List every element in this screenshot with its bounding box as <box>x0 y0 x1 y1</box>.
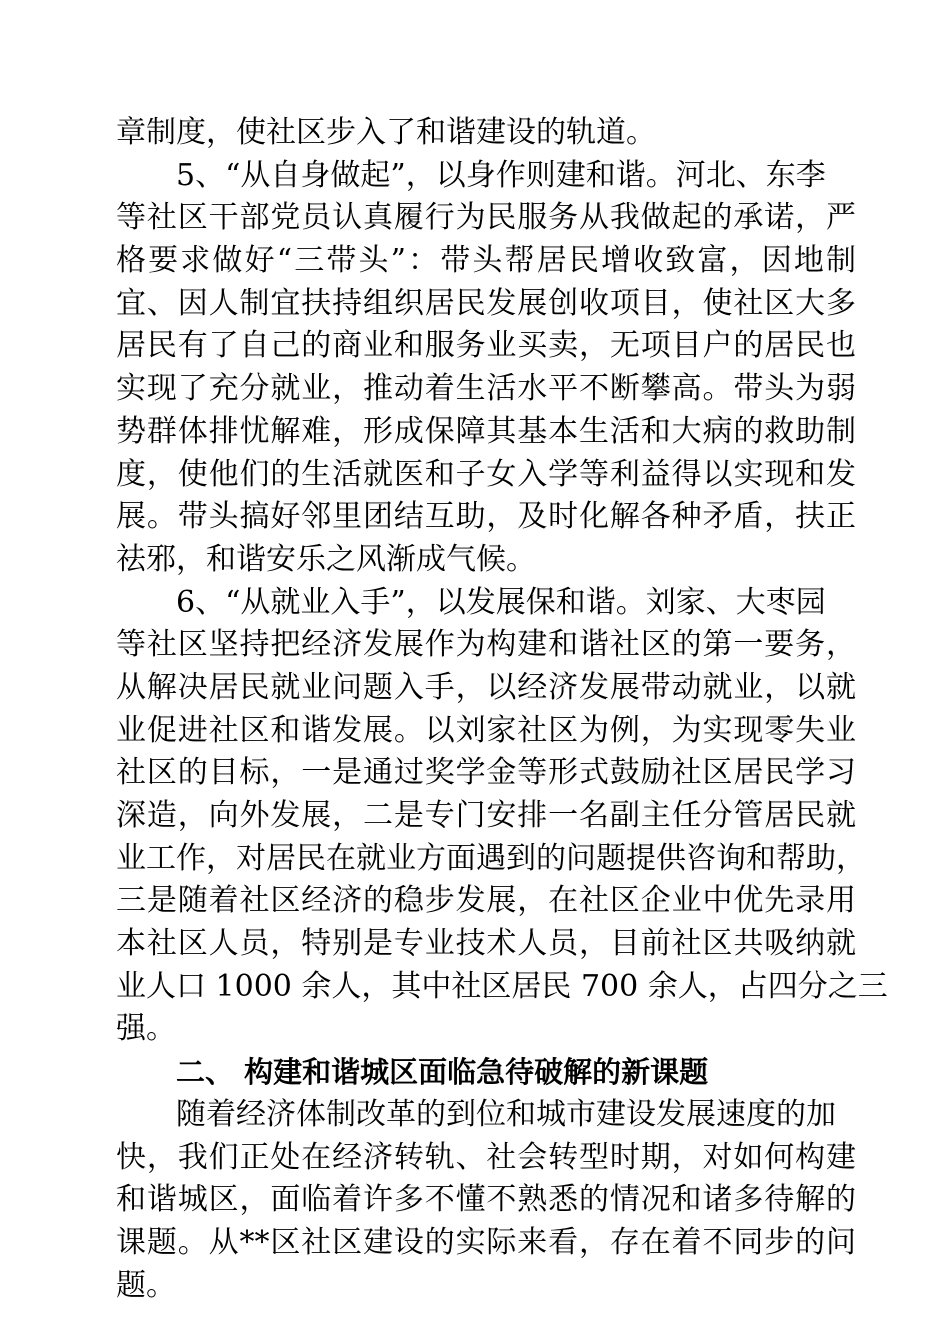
text-line: 从解决居民就业问题入手，以经济发展带动就业，以就 <box>116 669 856 705</box>
text-line: 社区的目标，一是通过奖学金等形式鼓励社区居民学习 <box>116 755 856 791</box>
text-line: 势群体排忧解难，形成保障其基本生活和大病的救助制 <box>116 413 856 449</box>
text-line: 课题。从**区社区建设的实际来看，存在着不同步的问 <box>116 1224 856 1260</box>
text-line: 展。带头搞好邻里团结互助，及时化解各种矛盾，扶正 <box>116 499 856 535</box>
text-line: 和谐城区，面临着许多不懂不熟悉的情况和诸多待解的 <box>116 1182 856 1218</box>
text-line: 居民有了自己的商业和服务业买卖，无项目户的居民也 <box>116 328 856 364</box>
text-line: 格要求做好“三带头”：带头帮居民增收致富，因地制 <box>116 243 856 279</box>
paragraph-6-start: 6、“从就业入手”，以发展保和谐。刘家、大枣园 <box>176 584 826 620</box>
document-body <box>116 112 888 1307</box>
section-heading: 二、 构建和谐城区面临急待破解的新课题 <box>176 1055 709 1090</box>
text-line: 业工作，对居民在就业方面遇到的问题提供咨询和帮助， <box>116 840 866 876</box>
text-line: 三是随着社区经济的稳步发展，在社区企业中优先录用 <box>116 883 856 919</box>
text-line: 等社区干部党员认真履行为民服务从我做起的承诺，严 <box>116 200 856 236</box>
text-line: 实现了充分就业，推动着生活水平不断攀高。带头为弱 <box>116 371 856 407</box>
text-line: 章制度，使社区步入了和谐建设的轨道。 <box>116 115 656 150</box>
text-line: 业促进社区和谐发展。以刘家社区为例，为实现零失业 <box>116 712 856 748</box>
text-line: 强。 <box>116 1011 176 1047</box>
text-line: 度，使他们的生活就医和子女入学等利益得以实现和发 <box>116 456 856 492</box>
text-line: 业人口 1000 余人，其中社区居民 700 余人，占四分之三 <box>116 968 888 1004</box>
paragraph-5-start: 5、“从自身做起”，以身作则建和谐。河北、东李 <box>176 157 826 193</box>
text-line: 等社区坚持把经济发展作为构建和谐社区的第一要务， <box>116 627 856 663</box>
text-line: 宜、因人制宜扶持组织居民发展创收项目，使社区大多 <box>116 285 856 321</box>
text-line: 快，我们正处在经济转轨、社会转型时期，对如何构建 <box>116 1139 856 1175</box>
text-line: 深造，向外发展，二是专门安排一名副主任分管居民就 <box>116 798 856 833</box>
text-line: 题。 <box>116 1267 176 1303</box>
section-paragraph-start: 随着经济体制改革的到位和城市建设发展速度的加 <box>176 1096 836 1132</box>
text-line: 祛邪，和谐安乐之风渐成气候。 <box>116 541 536 577</box>
text-line: 本社区人员，特别是专业技术人员，目前社区共吸纳就 <box>116 926 856 962</box>
